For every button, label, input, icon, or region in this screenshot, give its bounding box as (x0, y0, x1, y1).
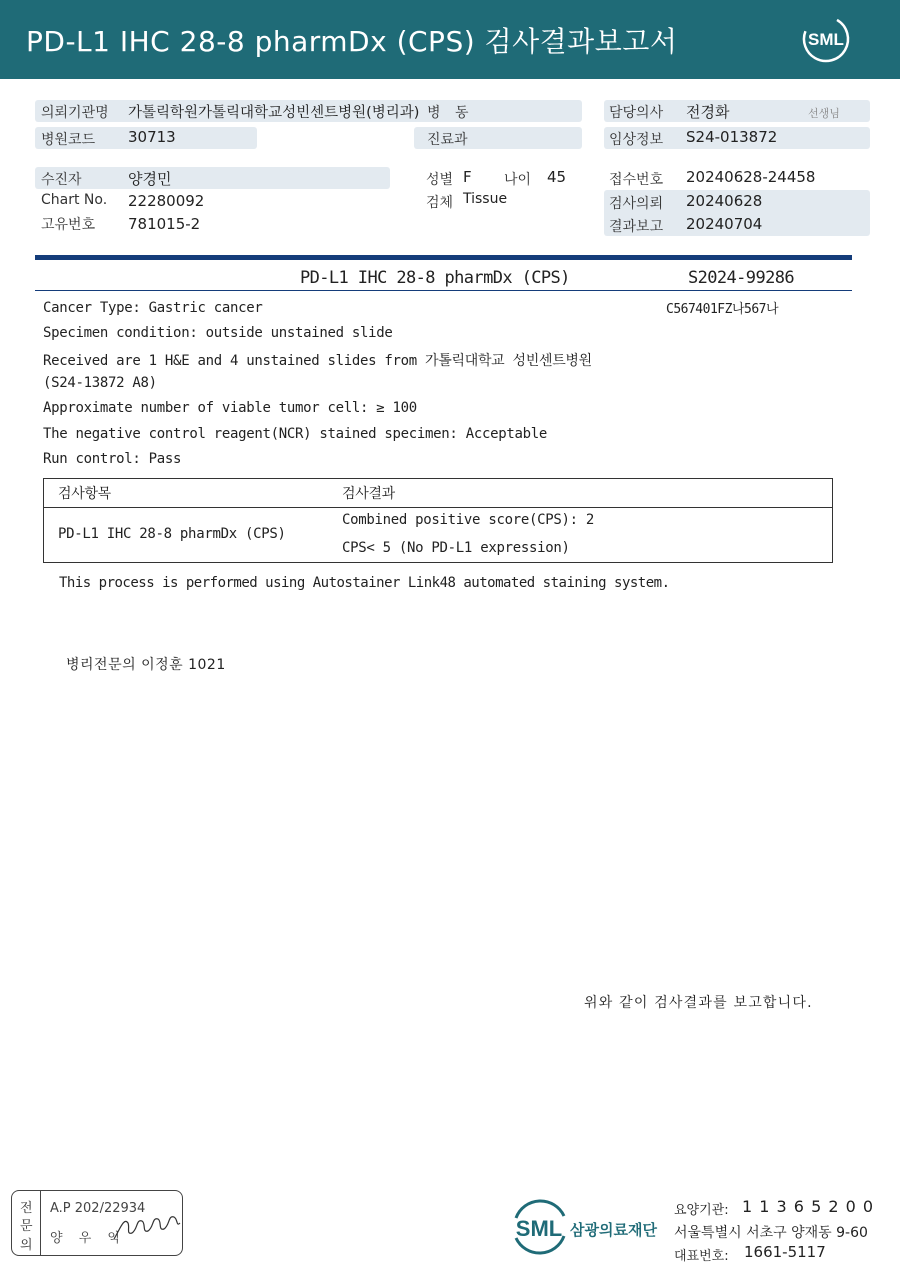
specimen-label: 검체 (426, 195, 454, 211)
specialist-stamp (11, 1190, 183, 1256)
unique-label: 고유번호 (41, 217, 96, 233)
ward-label: 병 (427, 105, 441, 121)
report-label: 결과보고 (609, 219, 664, 235)
patient-row-bg (35, 167, 390, 189)
age-label: 나이 (504, 172, 532, 188)
sml-footer-logo-icon (508, 1198, 570, 1260)
age-value: 45 (547, 168, 567, 186)
results-item: PD-L1 IHC 28-8 pharmDx (CPS) (58, 526, 286, 542)
section-test-name: PD-L1 IHC 28-8 pharmDx (CPS) (300, 268, 570, 288)
stamp-char-1: 전 (20, 1201, 33, 1216)
unique-value: 781015-2 (128, 215, 201, 233)
code-label: 요양기관: (674, 1203, 729, 1218)
chart-value: 22280092 (128, 192, 205, 210)
body-line-specimen-condition: Specimen condition: outside unstained slide (43, 325, 393, 341)
phone-label: 대표번호: (674, 1249, 729, 1264)
closing-statement: 위와 같이 검사결과를 보고합니다. (584, 995, 813, 1011)
chart-label: Chart No. (41, 192, 108, 208)
body-line-tumor-cell: Approximate number of viable tumor cell: ≥ 100 (43, 400, 417, 416)
section-bottom-rule (35, 290, 852, 291)
results-table (43, 478, 833, 563)
sex-label: 성별 (426, 172, 454, 188)
clinical-label: 임상정보 (609, 132, 664, 148)
section-code: C567401FZ나567나 (666, 302, 779, 317)
code-value: 1 1 3 6 5 2 0 0 (742, 1197, 875, 1216)
request-label: 검사의뢰 (609, 196, 664, 212)
department-label: 진료과 (427, 132, 468, 148)
report-title: PD-L1 IHC 28-8 pharmDx (CPS) 검사결과보고서 (26, 25, 678, 58)
process-note: This process is performed using Autostainer Link48 automated staining system. (59, 575, 670, 591)
sml-logo-icon (801, 14, 851, 64)
doctor-suffix: 선생님 (808, 107, 840, 120)
institution-label: 의뢰기관명 (41, 105, 109, 121)
header-logo-text: SML (808, 30, 844, 49)
results-header-result: 검사결과 (342, 486, 395, 502)
footer-logo-text: SML (515, 1216, 563, 1241)
body-line-reference: (S24-13872 A8) (43, 375, 157, 391)
report-value: 20240704 (686, 215, 763, 233)
body-line-run-control: Run control: Pass (43, 451, 182, 467)
receipt-value: 20240628-24458 (686, 168, 816, 186)
patient-value: 양경민 (128, 170, 172, 188)
section-top-rule (35, 255, 852, 260)
hospital-code-value: 30713 (128, 128, 176, 146)
org-name: 삼광의료재단 (570, 1221, 657, 1239)
address: 서울특별시 서초구 양재동 9-60 (674, 1225, 868, 1241)
hospital-code-label: 병원코드 (41, 132, 96, 148)
results-cps-interpretation: CPS< 5 (No PD-L1 expression) (342, 540, 570, 556)
institution-value: 가톨릭학원가톨릭대학교성빈센트병원(병리과) (128, 105, 420, 121)
stamp-label-column (12, 1191, 41, 1255)
stamp-id: A.P 202/22934 (50, 1201, 146, 1216)
results-cps-score: Combined positive score(CPS): 2 (342, 512, 594, 528)
ward-label-2: 동 (455, 105, 469, 121)
results-header-item: 검사항목 (58, 486, 111, 502)
doctor-label: 담당의사 (609, 105, 664, 121)
receipt-label: 접수번호 (609, 172, 664, 188)
stamp-char-3: 의 (20, 1238, 33, 1253)
stamp-char-2: 문 (20, 1219, 33, 1234)
body-line-received: Received are 1 H&E and 4 unstained slides from 가톨릭대학교 성빈센트병원 (43, 353, 592, 369)
body-line-ncr: The negative control reagent(NCR) stained specimen: Acceptable (43, 426, 547, 442)
results-header-divider (44, 507, 832, 508)
request-value: 20240628 (686, 192, 763, 210)
specimen-value: Tissue (463, 191, 508, 207)
pathologist-signature: 병리전문의 이정훈 1021 (66, 657, 226, 673)
patient-label: 수진자 (41, 172, 82, 188)
body-line-cancer-type: Cancer Type: Gastric cancer (43, 300, 263, 316)
doctor-value: 전경화 (686, 103, 730, 121)
stamp-name: 양 우 익 (50, 1231, 126, 1246)
phone-value: 1661-5117 (744, 1243, 826, 1261)
handwritten-signature-icon (112, 1209, 182, 1247)
section-accession: S2024-99286 (688, 268, 794, 288)
sex-value: F (463, 168, 472, 186)
clinical-value: S24-013872 (686, 128, 778, 146)
